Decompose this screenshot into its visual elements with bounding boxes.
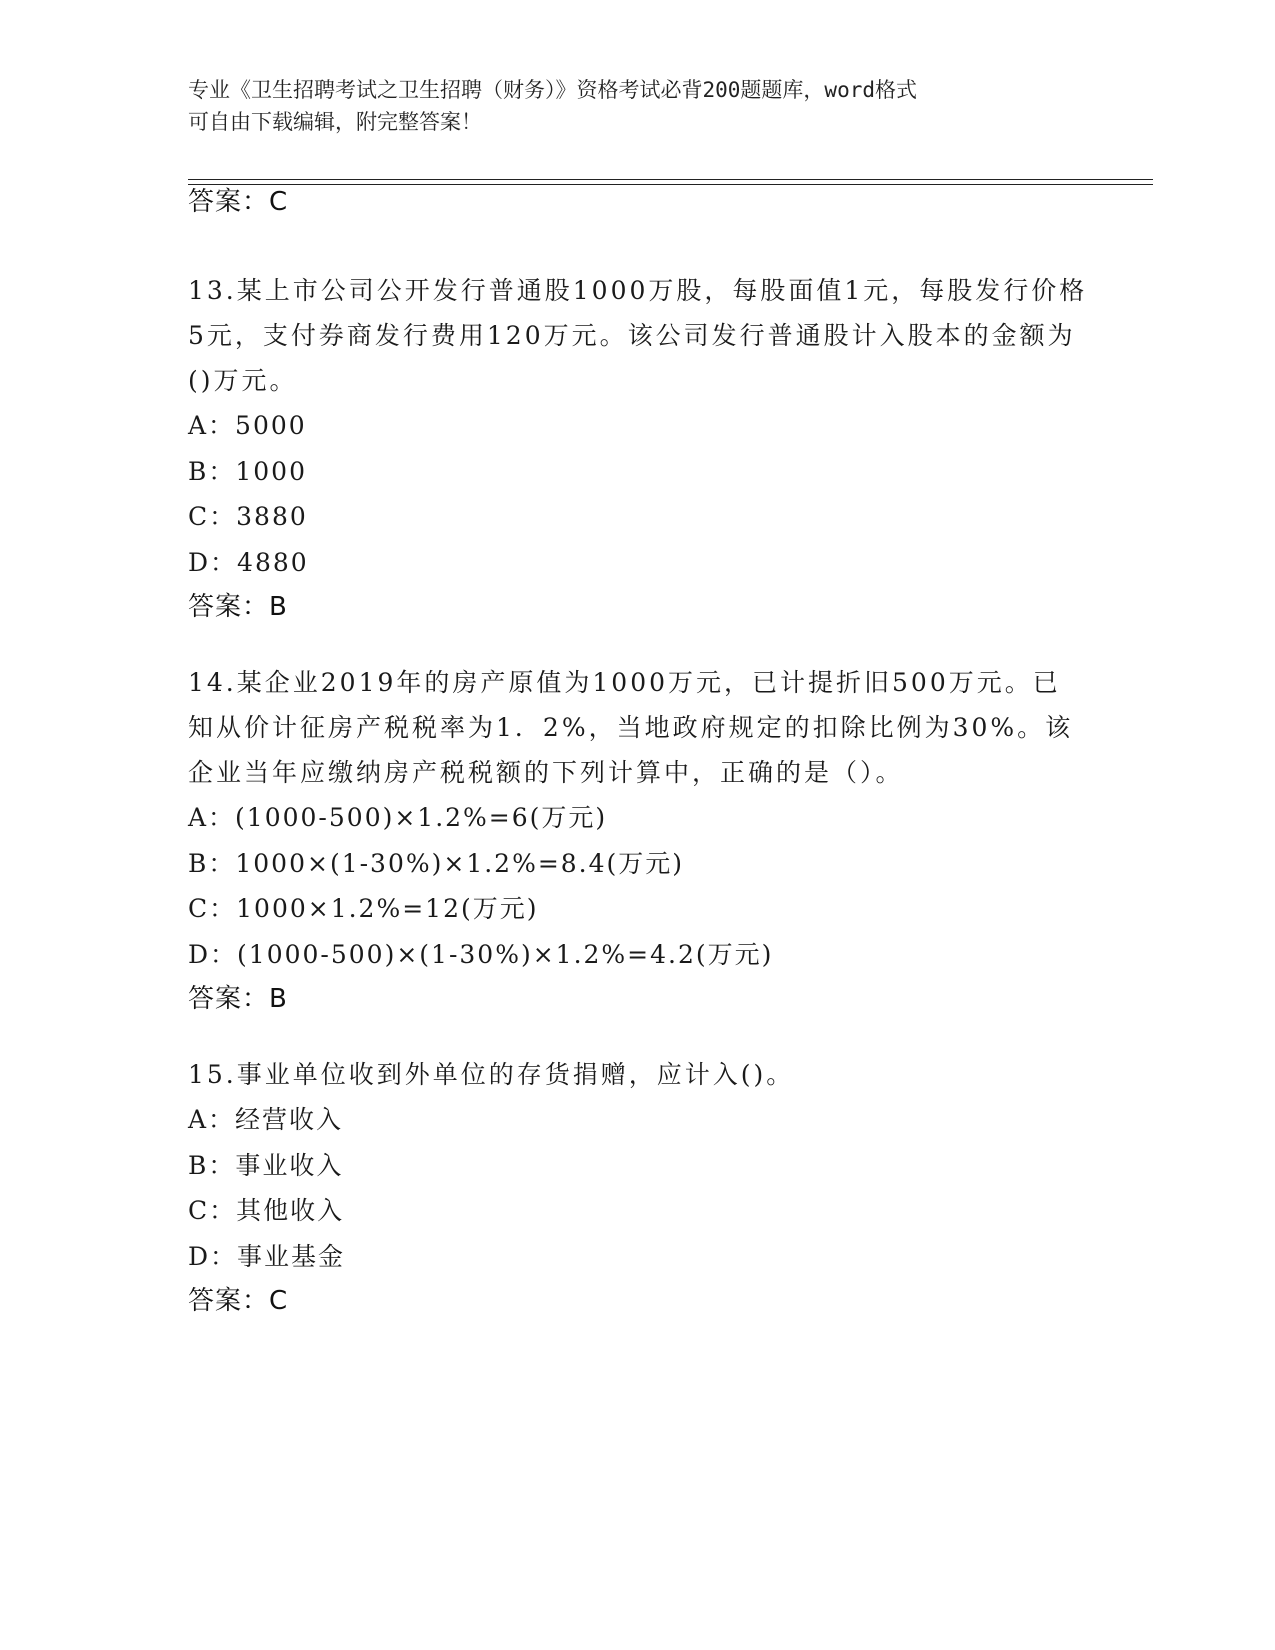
option-b: B：1000	[188, 456, 307, 486]
option-d: D：(1000-500)×(1-30%)×1.2%=4.2(万元)	[188, 939, 774, 969]
option-c: C：3880	[188, 502, 308, 531]
option-d: D：4880	[188, 547, 309, 577]
question-text: 15.事业单位收到外单位的存货捐赠，应计入()。	[188, 1060, 795, 1089]
option-c: C：其他收入	[188, 1196, 345, 1225]
answer: 答案：C	[188, 1286, 289, 1316]
question-14	[188, 660, 1088, 1022]
document-header	[188, 74, 1068, 138]
option-b: B：1000×(1-30%)×1.2%=8.4(万元)	[188, 848, 685, 878]
answer: 答案：B	[188, 592, 288, 622]
previous-answer: 答案：C	[188, 187, 289, 217]
question-15	[188, 1052, 1088, 1324]
option-c: C：1000×1.2%=12(万元)	[188, 894, 539, 923]
option-a: A：(1000-500)×1.2%=6(万元)	[188, 803, 608, 832]
header-line-2: 可自由下载编辑，附完整答案！	[188, 110, 482, 134]
option-b: B：事业收入	[188, 1150, 344, 1180]
option-a: A：5000	[188, 411, 307, 440]
option-a: A：经营收入	[188, 1105, 344, 1134]
answer: 答案：B	[188, 984, 288, 1014]
header-line-1: 专业《卫生招聘考试之卫生招聘（财务）》资格考试必背200题题库，word格式	[188, 78, 917, 102]
question-text: 13.某上市公司公开发行普通股1000万股，每股面值1元，每股发行价格5元，支付券商发行费用120万元。该公司发行普通股计入股本的金额为()万元。	[188, 276, 1088, 395]
option-d: D：事业基金	[188, 1241, 346, 1271]
question-13	[188, 268, 1088, 630]
question-text: 14.某企业2019年的房产原值为1000万元，已计提折旧500万元。已知从价计征房产税税率为1．2%，当地政府规定的扣除比例为30%。该企业当年应缴纳房产税税额的下列计算中，正确的是（）。	[188, 668, 1074, 787]
